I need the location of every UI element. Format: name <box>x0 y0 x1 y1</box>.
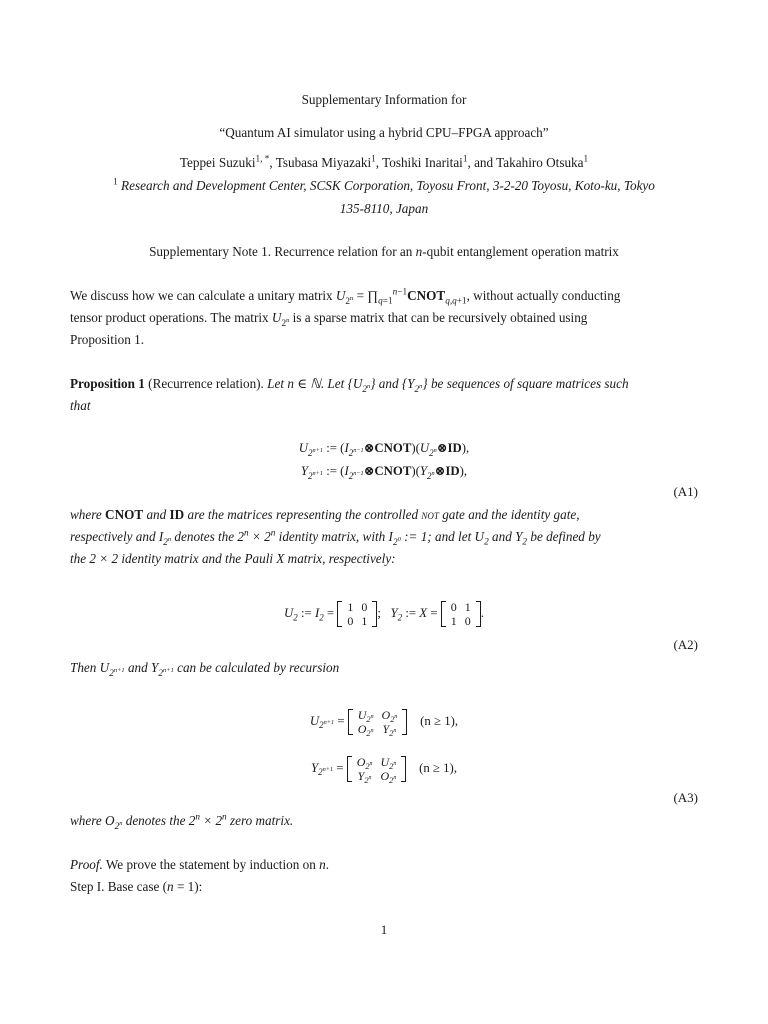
identity-matrix: 1 0 0 1 <box>337 600 377 628</box>
pauli-x-matrix: 0 1 1 0 <box>441 600 481 628</box>
paragraph-where-definitions: where CNOT and ID are the matrices representing the controlled not gate and the identity gate, respectively and $I_{2^n}$ denotes the $2^n \times 2^n$ identity matrix, with $I_{2^0}$ := 1; and let $U_2$ and $Y_2$ be defined by the 2 × 2 identity matrix and the Pauli X matrix, respectively: <box>70 507 601 566</box>
section-heading: Supplementary Note 1. Recurrence relation for an n-qubit entanglement operation matrix <box>149 244 619 259</box>
equation-base-matrices: $U_2$ := $I_2$ = 1 0 0 1 ; $Y_2$ := X = 0 1 1 0 . <box>284 600 484 628</box>
supplementary-label: Supplementary Information for <box>301 92 467 107</box>
page-number: 1 <box>380 922 388 937</box>
affiliation-line2: 135-8110, Japan <box>339 201 429 216</box>
proof-intro: Proof. We prove the statement by induction on n. <box>70 857 329 872</box>
equation-y-block: $Y_{2^{n+1}}$ = $O_{2^n}$ $U_{2^n}$ $Y_{2^n}$ $O_{2^n}$ (n ≥ 1), <box>310 755 458 786</box>
proposition-statement: Proposition 1 (Recurrence relation). Let n ∈ ℕ. Let $\{U_{2^n}\}$ and $\{Y_{2^n}\}$ be sequences of square matrices such that <box>70 376 629 413</box>
zero-matrix-definition: where $O_{2^n}$ denotes the $2^n \times 2^n$ zero matrix. <box>70 811 294 831</box>
equation-number-a2: (A2) <box>673 637 698 652</box>
paper-title: “Quantum AI simulator using a hybrid CPU–FPGA approach” <box>219 125 549 140</box>
author-list: Teppei Suzuki$^{1, *}$, Tsubasa Miyazaki$^1$, Toshiki Inaritai$^1$, and Takahiro Otsuka$^1$ <box>179 153 589 170</box>
equation-y-recursive: $Y_{2^{n+1}}$ := $(I_{2^{n-1}}\otimes CNOT)(Y_{2^n}\otimes ID)$, <box>300 464 468 481</box>
then-recursion-line: Then $U_{2^{n+1}}$ and $Y_{2^{n+1}}$ can be calculated by recursion <box>70 660 340 678</box>
equation-number-a1: (A1) <box>673 484 698 499</box>
equation-u-block: $U_{2^{n+1}}$ = $U_{2^n}$ $O_{2^n}$ $O_{2^n}$ $Y_{2^n}$ (n ≥ 1), <box>309 708 459 739</box>
affiliation: $^1$ Research and Development Center, SCSK Corporation, Toyosu Front, 3-2-20 Toyosu, Koto-ku, Tokyo <box>113 176 655 193</box>
y-block-matrix: $O_{2^n}$ $U_{2^n}$ $Y_{2^n}$ $O_{2^n}$ <box>347 755 407 783</box>
equation-u-recursive: $U_{2^{n+1}}$ := $(I_{2^{n-1}}\otimes CNOT)(U_{2^n}\otimes ID)$, <box>298 441 470 458</box>
paragraph-intro: We discuss how we can calculate a unitary matrix $U_{2^n}$ = $\prod_{q=1}^{n-1}CNOT_{q,q+1}$, without actually conducting tensor product operations. The matrix $U_{2^n}$ is a sparse matrix that can be recursively obtained using Proposition 1. <box>70 286 621 347</box>
equation-number-a3: (A3) <box>673 790 698 805</box>
proof-step-1: Step I. Base case (n = 1): <box>70 879 203 894</box>
u-block-matrix: $U_{2^n}$ $O_{2^n}$ $O_{2^n}$ $Y_{2^n}$ <box>348 708 408 736</box>
